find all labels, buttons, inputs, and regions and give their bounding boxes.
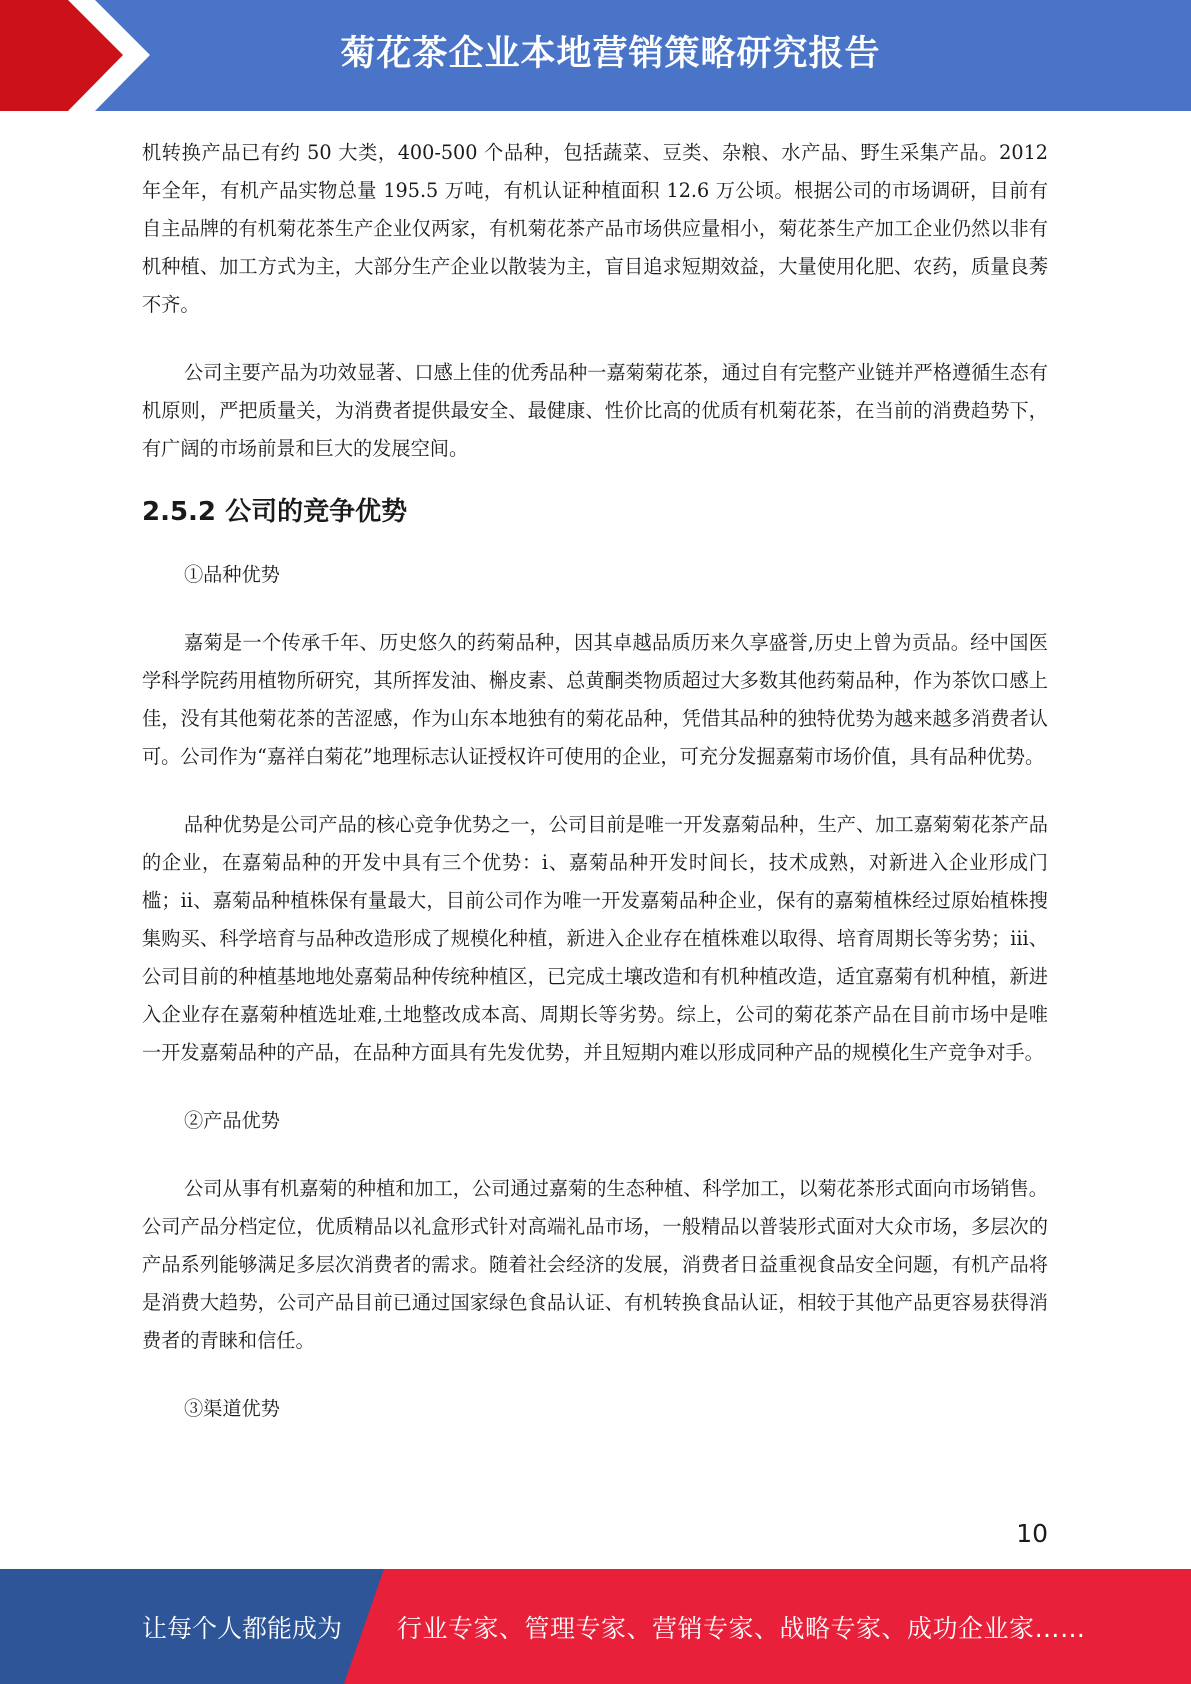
paragraph-jiaju-variety: 嘉菊是一个传承千年、历史悠久的药菊品种，因其卓越品质历来久享盛誉,历史上曾为贡品。经中国医学科学院药用植物所研究，其所挥发油、槲皮素、总黄酮类物质超过大多数其他药菊品种，作为茶饮口感上佳，没有其他菊花茶的苦涩感，作为山东本地独有的菊花品种，凭借其品种的独特优势为越来越多消费者认可。公司作为“嘉祥白菊花”地理标志认证授权许可使用的企业，可充分发掘嘉菊市场价值，具有品种优势。 <box>142 631 1048 768</box>
page-footer <box>0 1569 1191 1684</box>
paragraph-main-product: 公司主要产品为功效显著、口感上佳的优秀品种一嘉菊菊花茶，通过自有完整产业链并严格遵循生态有机原则，严把质量关，为消费者提供最安全、最健康、性价比高的优质有机菊花茶，在当前的消费趋势下，有广阔的市场前景和巨大的发展空间。 <box>142 361 1048 460</box>
paragraph-variety-core: 品种优势是公司产品的核心竞争优势之一，公司目前是唯一开发嘉菊品种，生产、加工嘉菊菊花茶产品的企业，在嘉菊品种的开发中具有三个优势：i、嘉菊品种开发时间长，技术成熟，对新进入企业形成门槛；ii、嘉菊品种植株保有量最大，目前公司作为唯一开发嘉菊品种企业，保有的嘉菊植株经过原始植株搜集购买、科学培育与品种改造形成了规模化种植，新进入企业存在植株难以取得、培育周期长等劣势；iii、公司目前的种植基地地处嘉菊品种传统种植区，已完成土壤改造和有机种植改造，适宜嘉菊有机种植，新进入企业存在嘉菊种植选址难,土地整改成本高、周期长等劣势。综上，公司的菊花茶产品在目前市场中是唯一开发嘉菊品种的产品，在品种方面具有先发优势，并且短期内难以形成同种产品的规模化生产竞争对手。 <box>142 813 1048 1064</box>
paragraph-organic-market: 机转换产品已有约 50 大类，400-500 个品种，包括蔬菜、豆类、杂粮、水产品、野生采集产品。2012 年全年，有机产品实物总量 195.5 万吨，有机认证种植面积 12.6 万公顷。根据公司的市场调研，目前有自主品牌的有机菊花茶生产企业仅两家，有机菊花茶产品市场供应量相小，菊花茶生产加工企业仍然以非有机种植、加工方式为主，大部分生产企业以散装为主，盲目追求短期效益，大量使用化肥、农药，质量良莠不齐。 <box>142 141 1048 316</box>
paragraph-product: 公司从事有机嘉菊的种植和加工，公司通过嘉菊的生态种植、科学加工，以菊花茶形式面向市场销售。公司产品分档定位，优质精品以礼盒形式针对高端礼品市场，一般精品以普装形式面对大众市场，多层次的产品系列能够满足多层次消费者的需求。随着社会经济的发展，消费者日益重视食品安全问题，有机产品将是消费大趋势，公司产品目前已通过国家绿色食品认证、有机转换食品认证，相较于其他产品更容易获得消费者的青睐和信任。 <box>142 1177 1048 1352</box>
document-body <box>142 134 1048 1428</box>
subheading-variety-advantage: ①品种优势 <box>184 563 280 586</box>
section-heading: 2.5.2 公司的竞争优势 <box>142 497 408 527</box>
report-title: 菊花茶企业本地营销策略研究报告 <box>340 34 881 74</box>
page-number: 10 <box>1016 1519 1048 1548</box>
footer-slogan-right: 行业专家、管理专家、营销专家、战略专家、成功企业家…… <box>397 1614 1086 1643</box>
subheading-channel-advantage: ③渠道优势 <box>184 1397 280 1420</box>
subheading-product-advantage: ②产品优势 <box>184 1109 280 1132</box>
footer-slogan-left: 让每个人都能成为 <box>142 1614 343 1643</box>
page-header <box>0 0 1191 111</box>
